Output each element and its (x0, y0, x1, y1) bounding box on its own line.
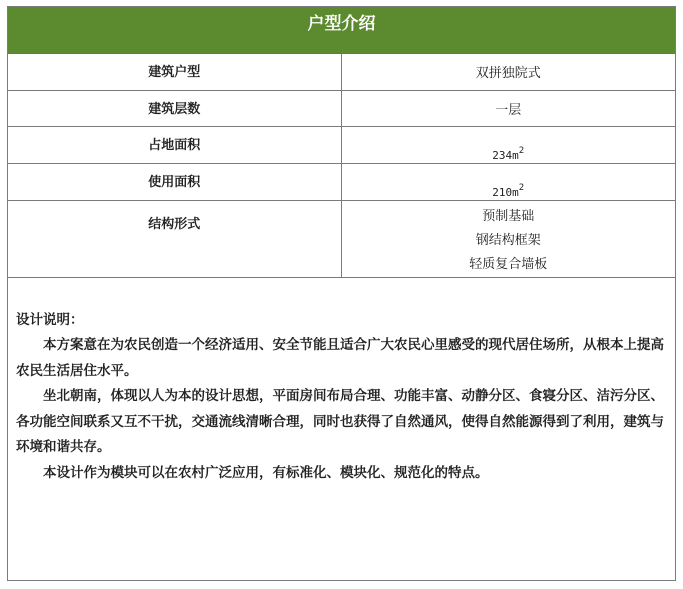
row-value (341, 54, 675, 90)
row-label (8, 54, 341, 90)
row-value (341, 163, 675, 200)
label-land-area: 占地面积 (148, 137, 201, 153)
house-type-table (7, 6, 676, 581)
label-floors: 建筑层数 (148, 101, 201, 117)
row-value (341, 200, 675, 277)
notes-paragraph: 本设计作为模块可以在农村广泛应用，有标准化、模块化、规范化的特点。 (43, 464, 489, 481)
notes-paragraph: 坐北朝南，体现以人为本的设计思想，平面房间布局合理、功能丰富、动静分区、食寝分区、洁污分区、各功能空间联系又互不干扰，交通流线清晰合理，同时也获得了自然通风，使得自然能源得到了利用，建筑与环境和谐共存。 (16, 388, 664, 455)
row-label (8, 163, 341, 200)
row-label (8, 126, 341, 163)
structure-list (342, 201, 676, 277)
structure-item: 轻质复合墙板 (469, 256, 548, 272)
area-number: 234m (492, 148, 519, 162)
value-building-type: 双拼独院式 (475, 66, 541, 81)
value-floors: 一层 (495, 102, 522, 118)
structure-item: 预制基础 (482, 208, 535, 224)
table-row (8, 163, 675, 200)
row-value (341, 126, 675, 163)
row-label (8, 200, 341, 277)
table-title: 户型介绍 (8, 7, 675, 54)
design-notes (8, 278, 675, 487)
row-label (8, 90, 341, 126)
notes-heading: 设计说明： (16, 311, 84, 328)
spec-table (8, 54, 675, 278)
label-structure: 结构形式 (148, 216, 201, 232)
row-value (341, 90, 675, 126)
table-row (8, 126, 675, 163)
area-exponent: 2 (518, 145, 525, 156)
table-row (8, 200, 675, 277)
value-usable-area (342, 164, 676, 200)
notes-paragraph: 本方案意在为农民创造一个经济适用、安全节能且适合广大农民心里感受的现代居住场所，从根本上提高农民生活居住水平。 (16, 337, 664, 379)
label-building-type: 建筑户型 (148, 65, 201, 80)
table-row (8, 90, 675, 126)
label-usable-area: 使用面积 (148, 174, 201, 190)
value-land-area (342, 127, 676, 163)
table-row (8, 54, 675, 90)
area-exponent: 2 (518, 182, 525, 193)
structure-item: 钢结构框架 (475, 232, 541, 248)
area-number: 210m (492, 185, 519, 199)
